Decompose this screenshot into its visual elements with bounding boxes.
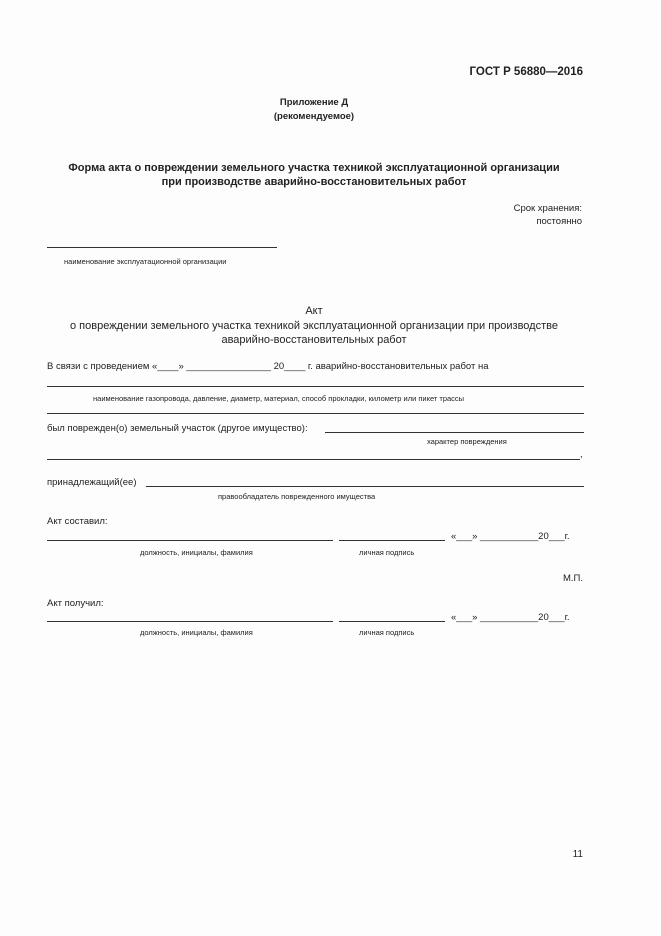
org-name-caption: наименование эксплуатационной организации bbox=[64, 257, 227, 266]
form-title-line2: при производстве аварийно-восстановительных работ bbox=[161, 176, 467, 188]
act-subtitle-line1: о повреждении земельного участка техникой эксплуатационной организации при производстве bbox=[70, 320, 558, 332]
storage-value: постоянно bbox=[536, 216, 582, 227]
owner-line bbox=[146, 486, 584, 487]
pipeline-line-2 bbox=[47, 413, 584, 414]
damaged-line bbox=[325, 432, 584, 433]
received-label: Акт получил: bbox=[47, 598, 104, 609]
received-position-caption: должность, инициалы, фамилия bbox=[140, 628, 253, 637]
damaged-text: был поврежден(о) земельный участок (другое имущество): bbox=[47, 423, 308, 434]
intro-text: В связи с проведением «____» ________________ 20____ г. аварийно-восстановительных работ на bbox=[47, 361, 489, 372]
act-subtitle-line2: аварийно-восстановительных работ bbox=[221, 334, 407, 346]
pipeline-line bbox=[47, 386, 584, 387]
composed-position-caption: должность, инициалы, фамилия bbox=[140, 548, 253, 557]
composed-date: «___» ___________20___г. bbox=[451, 531, 570, 542]
form-title-line1: Форма акта о повреждении земельного участка техникой эксплуатационной организации bbox=[68, 162, 560, 174]
received-sign-caption: личная подпись bbox=[359, 628, 415, 637]
annex-title: Приложение Д bbox=[279, 97, 349, 108]
owner-caption: правообладатель поврежденного имущества bbox=[218, 492, 376, 501]
composed-position-line bbox=[47, 540, 333, 541]
standard-number: ГОСТ Р 56880—2016 bbox=[469, 66, 583, 78]
received-position-line bbox=[47, 621, 333, 622]
damage-line-2 bbox=[47, 459, 580, 460]
line-end-comma: , bbox=[580, 449, 583, 460]
received-date: «___» ___________20___г. bbox=[451, 612, 570, 623]
composed-sign-caption: личная подпись bbox=[359, 548, 415, 557]
act-title: Акт bbox=[305, 305, 323, 317]
damage-caption: характер повреждения bbox=[427, 437, 507, 446]
stamp-place: М.П. bbox=[562, 573, 583, 584]
pipeline-caption: наименование газопровода, давление, диаметр, материал, способ прокладки, километр или пикет трассы bbox=[93, 394, 465, 403]
annex-status: (рекомендуемое) bbox=[273, 111, 355, 122]
received-sign-line bbox=[339, 621, 445, 622]
composed-sign-line bbox=[339, 540, 445, 541]
org-name-line bbox=[47, 247, 277, 248]
composed-label: Акт составил: bbox=[47, 516, 108, 527]
storage-label: Срок хранения: bbox=[513, 203, 582, 214]
belonging-text: принадлежащий(ее) bbox=[47, 477, 137, 488]
page-number: 11 bbox=[572, 849, 583, 860]
